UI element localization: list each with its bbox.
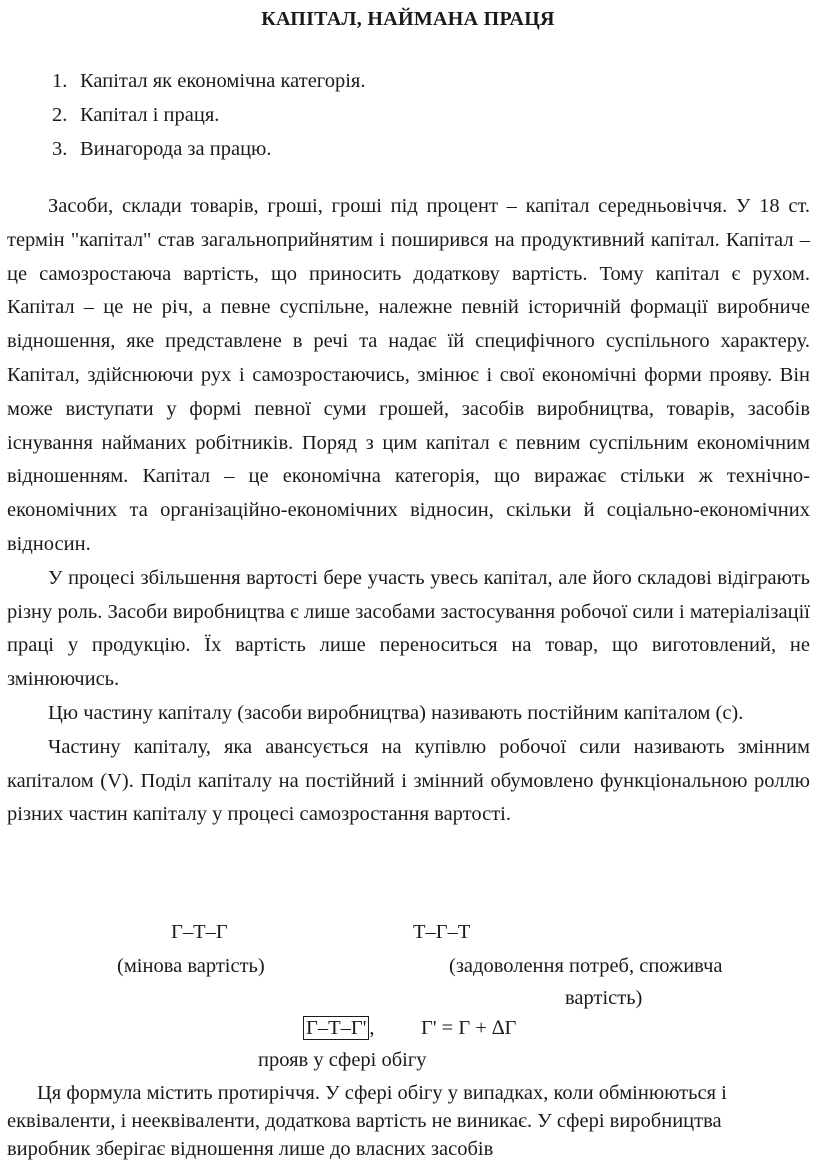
capital-formula-comma: , — [369, 1017, 375, 1039]
goods-formula-caption-continued: вартість) — [565, 987, 643, 1009]
toc-text: Капітал як економічна категорія. — [80, 70, 366, 92]
toc-item — [52, 64, 365, 98]
toc-number: 1. — [52, 70, 68, 92]
toc-item — [52, 98, 365, 132]
closing-text — [7, 1079, 807, 1163]
paragraph: У процесі збільшення вартості бере участь увесь капітал, але його складові відіграють різну роль. Засоби виробництва є лише засобами застосування робочої сили і матеріалізації праці у продукцію. Їх вартість лише переноситься на товар, що виготовлений, не змінюючись. — [7, 566, 810, 691]
capital-formula-caption: прояв у сфері обігу — [258, 1049, 427, 1071]
increment-formula: Г' = Г + ∆Г — [421, 1017, 517, 1039]
toc-text: Винагорода за працю. — [80, 138, 272, 160]
paragraph: Ця формула містить протиріччя. У сфері обігу у випадках, коли обмінюються і еквіваленти, і нееквіваленти, додаткова вартість не виникає. У сфері виробництва виробник зберігає відношення лише до власних засобів — [7, 1082, 727, 1160]
table-of-contents — [52, 64, 365, 166]
paragraph: Частину капіталу, яка авансується на купівлю робочої сили називають змінним капіталом (V). Поділ капіталу на постійний і змінний обумовлено функціональною роллю різних частин капіталу у процесі самозростання вартості. — [7, 735, 810, 826]
capital-formula — [303, 1013, 375, 1043]
toc-item — [52, 132, 365, 166]
page-title: КАПІТАЛ, НАЙМАНА ПРАЦЯ — [261, 8, 555, 30]
toc-number: 2. — [52, 104, 68, 126]
toc-text: Капітал і праця. — [80, 104, 220, 126]
toc-number: 3. — [52, 138, 68, 160]
money-formula: Г–Т–Г — [171, 921, 228, 943]
goods-formula: Т–Г–Т — [413, 921, 471, 943]
body-text — [7, 190, 810, 832]
capital-formula-box: Г–Т–Г' — [303, 1016, 369, 1040]
money-formula-caption: (мінова вартість) — [117, 955, 265, 977]
paragraph: Цю частину капіталу (засоби виробництва) називають постійним капіталом (c). — [48, 701, 744, 724]
goods-formula-caption: (задоволення потреб, споживча — [449, 955, 723, 977]
paragraph: Засоби, склади товарів, гроші, гроші під процент – капітал середньовіччя. У 18 ст. термін "капітал" став загальноприйнятим і поширився на продуктивний капітал. Капітал – це самозростаюча вартість, що приносить додаткову вартість. Тому капітал є рухом. Капітал – це не річ, а певне суспільне, належне певній історичній формації виробниче відношення, яке представлене в речі та надає їй специфічного суспільного характеру. Капітал, здійснюючи рух і самозростаючись, змінює і свої економічні форми прояву. Він може виступати у формі певної суми грошей, засобів виробництва, товарів, засобів існування найманих робітників. Поряд з цим капітал є певним суспільним економічним відношенням. Капітал – це економічна категорія, що виражає стільки ж технічно-економічних та організаційно-економічних відносин, скільки й соціально-економічних відносин. — [7, 195, 810, 555]
